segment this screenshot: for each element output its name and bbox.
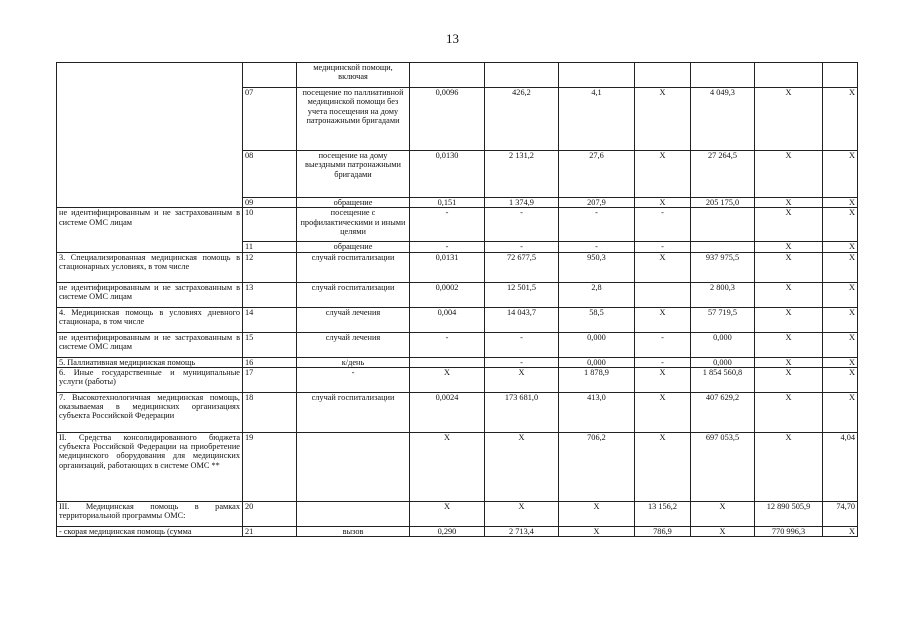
per-capita-budget: 58,5 <box>559 307 635 332</box>
volume-norm <box>410 357 485 367</box>
cost-oms: Х <box>755 198 823 208</box>
percent-total: Х <box>823 208 858 242</box>
table-row <box>57 357 858 367</box>
table-row <box>57 307 858 332</box>
cost-budget: 1 854 560,8 <box>691 367 755 392</box>
row-number: 15 <box>243 332 297 357</box>
row-label: III. Медицинская помощь в рамках территориальной программы ОМС: <box>57 501 243 526</box>
unit-of-measure: случай госпитализации <box>297 282 410 307</box>
table-row <box>57 526 858 536</box>
percent-total: Х <box>823 332 858 357</box>
cost-budget: 0,000 <box>691 357 755 367</box>
volume-norm: - <box>410 332 485 357</box>
table-row <box>57 63 858 88</box>
percent-total: 74,70 <box>823 501 858 526</box>
cost-budget: 27 264,5 <box>691 151 755 198</box>
percent-total: 4,04 <box>823 432 858 501</box>
cost-oms: Х <box>755 282 823 307</box>
unit-of-measure: случай госпитализации <box>297 392 410 432</box>
volume-norm: 0,0096 <box>410 88 485 151</box>
cost-norm <box>485 63 559 88</box>
cost-oms: Х <box>755 252 823 282</box>
unit-of-measure: - <box>297 367 410 392</box>
row-label: 7. Высокотехнологичная медицинская помощь, оказываемая в медицинских организациях субъекта Российской Федерации <box>57 392 243 432</box>
volume-norm: 0,0024 <box>410 392 485 432</box>
per-capita-budget: 27,6 <box>559 151 635 198</box>
financing-table <box>56 62 858 537</box>
cost-oms: Х <box>755 151 823 198</box>
row-number <box>243 63 297 88</box>
table-row <box>57 432 858 501</box>
cost-oms: Х <box>755 357 823 367</box>
volume-norm: Х <box>410 367 485 392</box>
unit-of-measure: случай лечения <box>297 332 410 357</box>
row-label: 5. Паллиативная медицинская помощь <box>57 357 243 367</box>
table-row <box>57 282 858 307</box>
row-number: 14 <box>243 307 297 332</box>
per-capita-budget: Х <box>559 526 635 536</box>
cost-budget: 57 719,5 <box>691 307 755 332</box>
row-label <box>57 63 243 208</box>
unit-of-measure: обращение <box>297 242 410 252</box>
unit-of-measure <box>297 501 410 526</box>
table-row <box>57 367 858 392</box>
cost-oms <box>755 63 823 88</box>
cost-oms: Х <box>755 242 823 252</box>
per-capita-oms: Х <box>635 88 691 151</box>
volume-norm: - <box>410 242 485 252</box>
percent-total: Х <box>823 252 858 282</box>
per-capita-oms: Х <box>635 432 691 501</box>
unit-of-measure <box>297 432 410 501</box>
cost-norm: 426,2 <box>485 88 559 151</box>
row-number: 11 <box>243 242 297 252</box>
cost-oms: Х <box>755 307 823 332</box>
row-number: 21 <box>243 526 297 536</box>
per-capita-oms: Х <box>635 307 691 332</box>
per-capita-oms: Х <box>635 367 691 392</box>
row-label: не идентифицированным и не застрахованным в системе ОМС лицам <box>57 208 243 252</box>
per-capita-oms: Х <box>635 151 691 198</box>
cost-budget: 2 800,3 <box>691 282 755 307</box>
cost-oms: Х <box>755 392 823 432</box>
cost-budget <box>691 63 755 88</box>
row-label: II. Средства консолидированного бюджета субъекта Российской Федерации на приобретение медицинского оборудования для медицинских организаций, работающих в системе ОМС ** <box>57 432 243 501</box>
per-capita-budget: 0,000 <box>559 357 635 367</box>
per-capita-oms: Х <box>635 198 691 208</box>
cost-oms: Х <box>755 432 823 501</box>
percent-total: Х <box>823 151 858 198</box>
table-row <box>57 252 858 282</box>
cost-norm: 12 501,5 <box>485 282 559 307</box>
per-capita-oms: - <box>635 242 691 252</box>
row-number: 19 <box>243 432 297 501</box>
cost-norm: Х <box>485 367 559 392</box>
cost-oms: Х <box>755 332 823 357</box>
per-capita-budget: 950,3 <box>559 252 635 282</box>
per-capita-budget: - <box>559 242 635 252</box>
cost-budget: 697 053,5 <box>691 432 755 501</box>
unit-of-measure: случай лечения <box>297 307 410 332</box>
unit-of-measure: медицинской помощи, включая <box>297 63 410 88</box>
cost-budget: Х <box>691 526 755 536</box>
per-capita-budget: 207,9 <box>559 198 635 208</box>
cost-norm: 14 043,7 <box>485 307 559 332</box>
unit-of-measure: посещение по паллиативной медицинской помощи без учета посещения на дому патронажными бригадами <box>297 88 410 151</box>
cost-budget: 0,000 <box>691 332 755 357</box>
table-row <box>57 392 858 432</box>
cost-budget: 205 175,0 <box>691 198 755 208</box>
percent-total: Х <box>823 307 858 332</box>
percent-total: Х <box>823 367 858 392</box>
cost-norm: Х <box>485 501 559 526</box>
per-capita-budget: - <box>559 208 635 242</box>
row-number: 07 <box>243 88 297 151</box>
cost-budget: 407 629,2 <box>691 392 755 432</box>
row-number: 16 <box>243 357 297 367</box>
cost-norm: - <box>485 332 559 357</box>
percent-total <box>823 63 858 88</box>
unit-of-measure: случай госпитализации <box>297 252 410 282</box>
per-capita-oms: - <box>635 332 691 357</box>
volume-norm: 0,290 <box>410 526 485 536</box>
per-capita-budget: 413,0 <box>559 392 635 432</box>
row-label: не идентифицированным и не застрахованным в системе ОМС лицам <box>57 332 243 357</box>
percent-total: Х <box>823 392 858 432</box>
percent-total: Х <box>823 282 858 307</box>
row-label: 4. Медицинская помощь в условиях дневного стационара, в том числе <box>57 307 243 332</box>
volume-norm: 0,0130 <box>410 151 485 198</box>
cost-norm: 2 131,2 <box>485 151 559 198</box>
cost-norm: 1 374,9 <box>485 198 559 208</box>
per-capita-oms: 786,9 <box>635 526 691 536</box>
table-row <box>57 208 858 242</box>
cost-norm: 2 713,4 <box>485 526 559 536</box>
per-capita-budget: 4,1 <box>559 88 635 151</box>
cost-oms: Х <box>755 208 823 242</box>
cost-budget: Х <box>691 501 755 526</box>
row-number: 18 <box>243 392 297 432</box>
volume-norm: 0,0131 <box>410 252 485 282</box>
unit-of-measure: посещение с профилактическими и иными целями <box>297 208 410 242</box>
percent-total: Х <box>823 526 858 536</box>
row-label: 3. Специализированная медицинская помощь в стационарных условиях, в том числе <box>57 252 243 282</box>
unit-of-measure: вызов <box>297 526 410 536</box>
cost-budget: 4 049,3 <box>691 88 755 151</box>
row-number: 09 <box>243 198 297 208</box>
per-capita-budget: 0,000 <box>559 332 635 357</box>
percent-total: Х <box>823 242 858 252</box>
row-number: 10 <box>243 208 297 242</box>
percent-total: Х <box>823 88 858 151</box>
per-capita-oms: Х <box>635 392 691 432</box>
volume-norm: 0,004 <box>410 307 485 332</box>
cost-norm: - <box>485 208 559 242</box>
per-capita-oms: 13 156,2 <box>635 501 691 526</box>
unit-of-measure: посещение на дому выездными патронажными бригадами <box>297 151 410 198</box>
volume-norm: Х <box>410 501 485 526</box>
per-capita-oms: Х <box>635 252 691 282</box>
per-capita-budget: 2,8 <box>559 282 635 307</box>
cost-oms: Х <box>755 88 823 151</box>
cost-budget <box>691 242 755 252</box>
page-number: 13 <box>446 31 459 46</box>
row-number: 08 <box>243 151 297 198</box>
cost-norm: - <box>485 357 559 367</box>
per-capita-oms: - <box>635 208 691 242</box>
percent-total: Х <box>823 198 858 208</box>
row-number: 17 <box>243 367 297 392</box>
cost-norm: Х <box>485 432 559 501</box>
row-label: не идентифицированным и не застрахованным в системе ОМС лицам <box>57 282 243 307</box>
table-row <box>57 332 858 357</box>
row-number: 20 <box>243 501 297 526</box>
per-capita-budget: 706,2 <box>559 432 635 501</box>
unit-of-measure: к/день <box>297 357 410 367</box>
cost-oms: 12 890 505,9 <box>755 501 823 526</box>
per-capita-oms <box>635 282 691 307</box>
volume-norm: Х <box>410 432 485 501</box>
per-capita-budget: Х <box>559 501 635 526</box>
volume-norm <box>410 63 485 88</box>
unit-of-measure: обращение <box>297 198 410 208</box>
row-number: 13 <box>243 282 297 307</box>
cost-oms: 770 996,3 <box>755 526 823 536</box>
cost-norm: 72 677,5 <box>485 252 559 282</box>
cost-norm: - <box>485 242 559 252</box>
volume-norm: - <box>410 208 485 242</box>
cost-budget <box>691 208 755 242</box>
table-row <box>57 501 858 526</box>
volume-norm: 0,151 <box>410 198 485 208</box>
percent-total: Х <box>823 357 858 367</box>
per-capita-oms: - <box>635 357 691 367</box>
volume-norm: 0,0002 <box>410 282 485 307</box>
cost-oms: Х <box>755 367 823 392</box>
per-capita-oms <box>635 63 691 88</box>
cost-budget: 937 975,5 <box>691 252 755 282</box>
per-capita-budget: 1 878,9 <box>559 367 635 392</box>
row-number: 12 <box>243 252 297 282</box>
per-capita-budget <box>559 63 635 88</box>
row-label: - скорая медицинская помощь (сумма <box>57 526 243 536</box>
cost-norm: 173 681,0 <box>485 392 559 432</box>
row-label: 6. Иные государственные и муниципальные услуги (работы) <box>57 367 243 392</box>
